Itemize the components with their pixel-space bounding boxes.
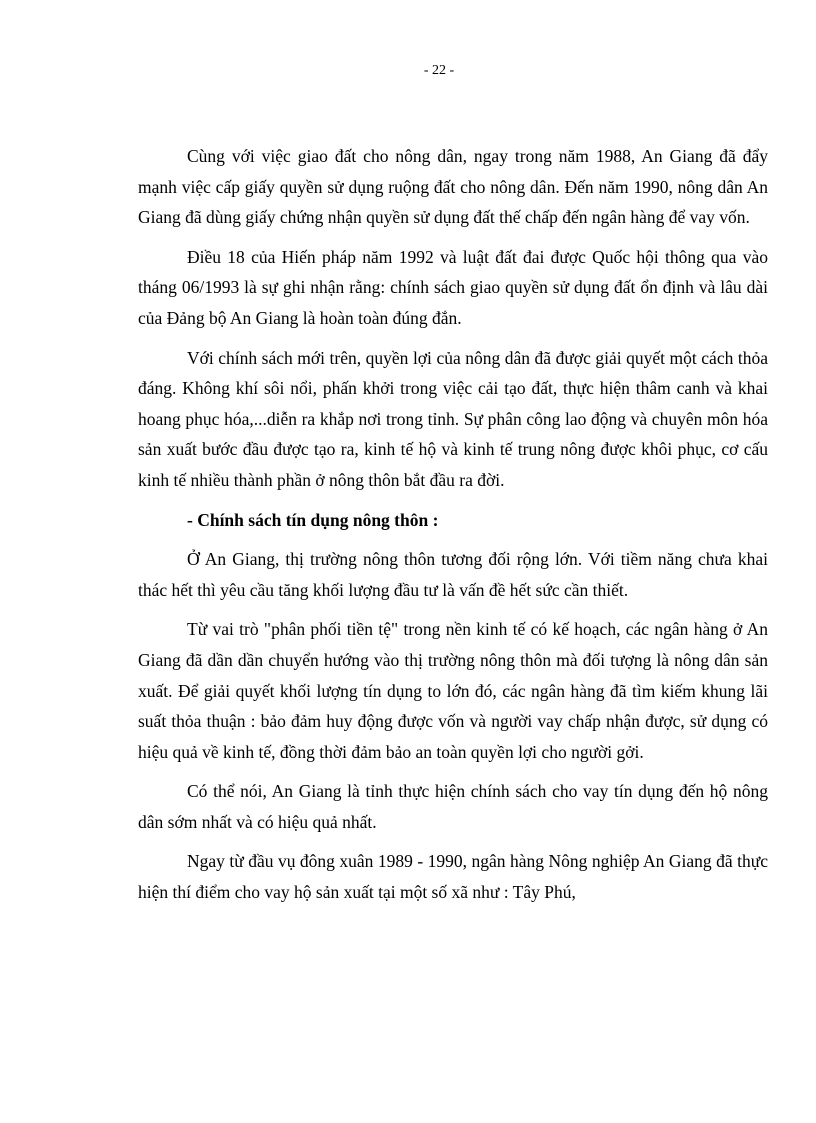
paragraph-banks-role: Từ vai trò "phân phối tiền tệ" trong nền kinh tế có kế hoạch, các ngân hàng ở An Giang đã dần dần chuyển hướng vào thị trường nông thôn mà đối tượng là nông dân sản xuất. Để giải quyết khối lượng tín dụng to lớn đó, các ngân hàng đã tìm kiếm khung lãi suất thỏa thuận : bảo đảm huy động được vốn và người vay chấp nhận được, sử dụng có hiệu quả về kinh tế, đồng thời đảm bảo an toàn quyền lợi cho người gởi. [138, 619, 768, 762]
paragraph-constitution-article-18: Điều 18 của Hiến pháp năm 1992 và luật đất đai được Quốc hội thông qua vào tháng 06/1993 là sự ghi nhận rằng: chính sách giao quyền sử dụng đất ổn định và lâu dài của Đảng bộ An Giang là hoàn toàn đúng đắn. [138, 246, 768, 328]
section-heading-rural-credit: - Chính sách tín dụng nông thôn : [187, 509, 439, 530]
paragraph-land-certificate: Cùng với việc giao đất cho nông dân, ngay trong năm 1988, An Giang đã đẩy mạnh việc cấp giấy quyền sử dụng ruộng đất cho nông dân. Đến năm 1990, nông dân An Giang đã dùng giấy chứng nhận quyền sử dụng đất thế chấp đến ngân hàng để vay vốn. [138, 146, 768, 228]
paragraph-rural-market: Ở An Giang, thị trường nông thôn tương đối rộng lớn. Với tiềm năng chưa khai thác hết thì yêu cầu tăng khối lượng đầu tư là vấn đề hết sức cần thiết. [138, 549, 768, 600]
paragraph-an-giang-first: Có thể nói, An Giang là tỉnh thực hiện chính sách cho vay tín dụng đến hộ nông dân sớm nhất và có hiệu quả nhất. [138, 781, 768, 832]
paragraph-pilot-lending: Ngay từ đầu vụ đông xuân 1989 - 1990, ngân hàng Nông nghiệp An Giang đã thực hiện thí điểm cho vay hộ sản xuất tại một số xã như : Tây Phú, [138, 851, 768, 903]
paragraph-new-policy: Với chính sách mới trên, quyền lợi của nông dân đã được giải quyết một cách thỏa đáng. Không khí sôi nổi, phấn khởi trong việc cải tạo đất, thực hiện thâm canh và khai hoang phục hóa,...diễn ra khắp nơi trong tỉnh. Sự phân công lao động và chuyên môn hóa sản xuất bước đầu được tạo ra, kinh tế hộ và kinh tế trung nông được khôi phục, cơ cấu kinh tế nhiều thành phần ở nông thôn bắt đầu ra đời. [138, 347, 768, 490]
page-number: - 22 - [423, 63, 455, 78]
document-body [138, 141, 768, 908]
